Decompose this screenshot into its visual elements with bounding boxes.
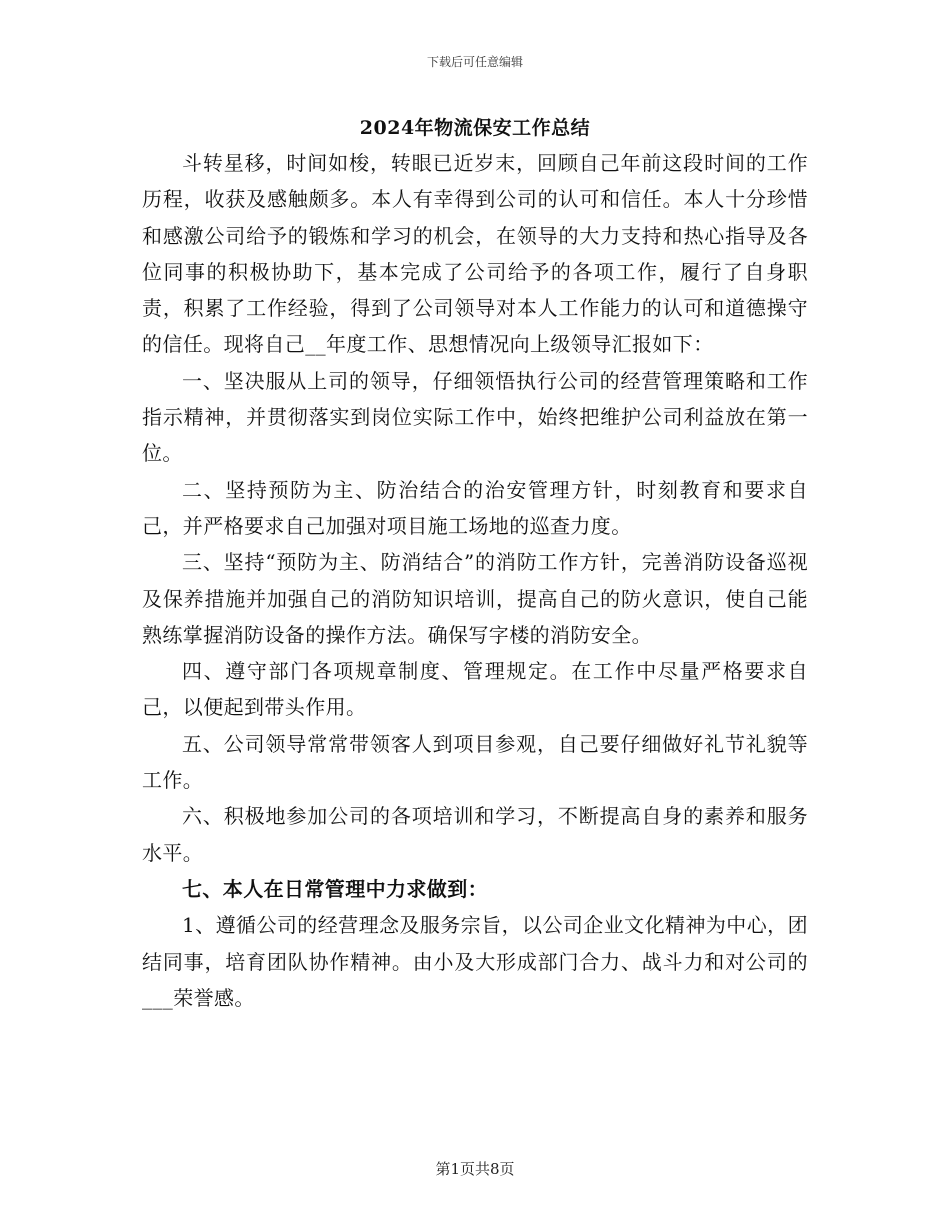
section-heading-7: 七、本人在日常管理中力求做到：	[182, 876, 488, 901]
paragraph-item-1: 一、坚决服从上司的领导，仔细领悟执行公司的经营管理策略和工作指示精神，并贯彻落实到岗位实际工作中，始终把维护公司利益放在第一位。	[142, 368, 808, 466]
paragraph-item-5: 五、公司领导常常带领客人到项目参观，自己要仔细做好礼节礼貌等工作。	[142, 731, 808, 793]
page-footer-number: 第1页共8页	[435, 1160, 515, 1178]
paragraph-intro: 斗转星移，时间如梭，转眼已近岁末，回顾自己年前这段时间的工作历程，收获及感触颇多。本人有幸得到公司的认可和信任。本人十分珍惜和感激公司给予的锻炼和学习的机会，在领导的大力支持和热心指导及各位同事的积极协助下，基本完成了公司给予的各项工作，履行了自身职责，积累了工作经验，得到了公司领导对本人工作能力的认可和道德操守的信任。现将自己__年度工作、思想情况向上级领导汇报如下：	[142, 151, 808, 357]
paragraph-item-6: 六、积极地参加公司的各项培训和学习，不断提高自身的素养和服务水平。	[142, 804, 808, 865]
paragraph-item-4: 四、遵守部门各项规章制度、管理规定。在工作中尽量严格要求自己，以便起到带头作用。	[142, 659, 808, 720]
paragraph-item-2: 二、坚持预防为主、防治结合的治安管理方针，时刻教育和要求自己，并严格要求自己加强对项目施工场地的巡查力度。	[142, 477, 808, 538]
document-title: 2024年物流保安工作总结	[359, 117, 591, 139]
document-body	[142, 145, 808, 1016]
paragraph-item-3: 三、坚持“预防为主、防消结合”的消防工作方针，完善消防设备巡视及保养措施并加强自己的消防知识培训，提高自己的防火意识，使自己能熟练掌握消防设备的操作方法。确保写字楼的消防安全。	[142, 550, 808, 647]
paragraph-subitem-1: 1、遵循公司的经营理念及服务宗旨，以公司企业文化精神为中心，团结同事，培育团队协作精神。由小及大形成部门合力、战斗力和对公司的___荣誉感。	[142, 913, 808, 1010]
page-header-note: 下载后可任意编辑	[426, 55, 523, 69]
